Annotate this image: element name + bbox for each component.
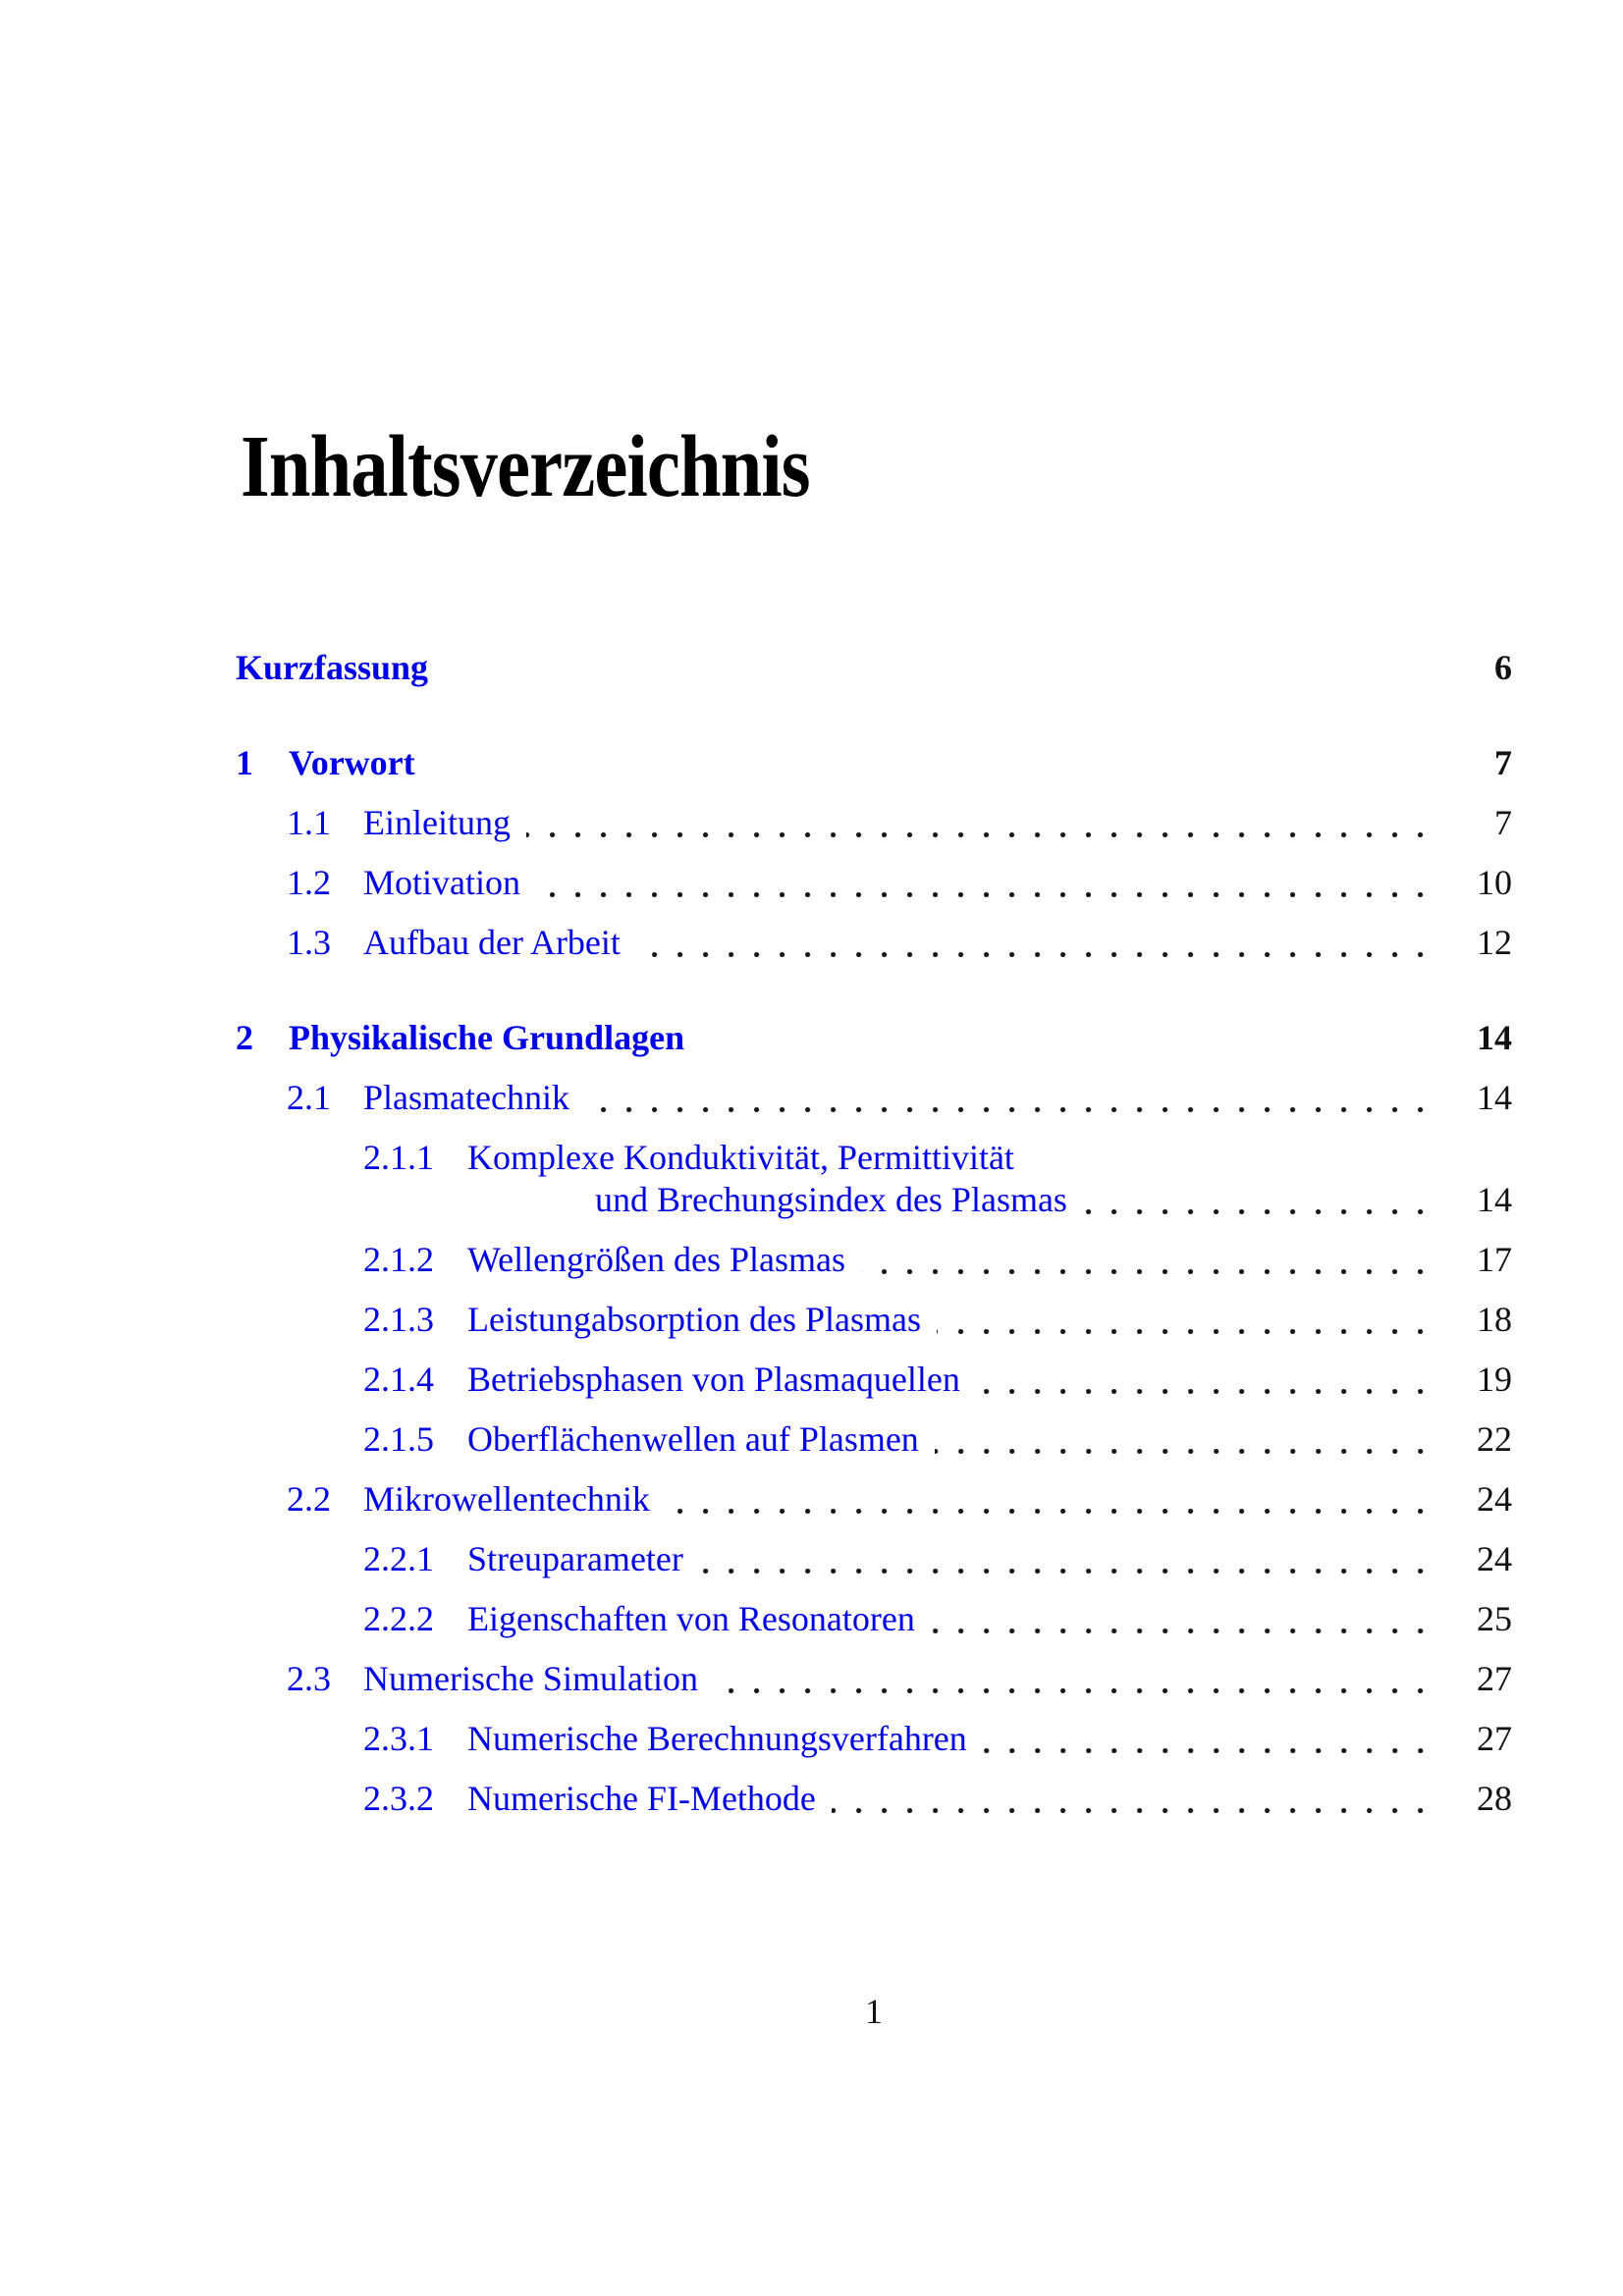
toc-entry-2-3[interactable] (236, 1658, 1512, 1700)
toc-entry-2-2[interactable] (236, 1478, 1512, 1521)
toc-dot-leader (636, 952, 1443, 957)
toc-dot-leader (536, 892, 1443, 897)
toc-entry-label[interactable]: Betriebsphasen von Plasmaquellen (467, 1360, 960, 1399)
toc-entry-page: 10 (1477, 863, 1512, 902)
toc-entry-page: 25 (1477, 1599, 1512, 1638)
toc-dot-leader (526, 832, 1443, 837)
toc-entry-number[interactable]: 2.2.1 (363, 1539, 434, 1578)
toc-entry-2-1-4[interactable] (236, 1359, 1512, 1401)
toc-entry-2-3-1[interactable] (236, 1718, 1512, 1760)
toc-dot-leader (931, 1629, 1443, 1633)
toc-entry-label[interactable]: Plasmatechnik (363, 1078, 569, 1117)
toc-entry-label[interactable]: Numerische Berechnungsverfahren (467, 1719, 967, 1758)
toc-entry-page: 14 (1477, 1180, 1512, 1219)
toc-dot-leader (935, 1449, 1443, 1454)
toc-dot-leader (666, 1509, 1443, 1514)
toc-entry-label[interactable]: Aufbau der Arbeit (363, 923, 621, 962)
toc-entry-2-2-1[interactable] (236, 1538, 1512, 1580)
toc-entry-2-1-1[interactable] (236, 1137, 1512, 1221)
page-title: Inhaltsverzeichnis (241, 418, 810, 515)
toc-entry-page: 19 (1477, 1360, 1512, 1399)
toc-entry-page: 17 (1477, 1240, 1512, 1279)
toc-entry-label[interactable]: Einleitung (363, 803, 511, 842)
toc-dot-leader (937, 1329, 1443, 1334)
toc-entry-kurzfassung[interactable] (236, 647, 1512, 689)
toc-dot-leader (1083, 1209, 1443, 1214)
toc-dot-leader (832, 1808, 1443, 1813)
toc-entry-page: 22 (1477, 1419, 1512, 1459)
toc-entry-label[interactable]: Oberflächenwellen auf Plasmen (467, 1419, 919, 1459)
toc-entry-page: 24 (1477, 1539, 1512, 1578)
toc-entry-line1 (236, 1137, 1512, 1179)
toc-entry-page: 27 (1477, 1659, 1512, 1698)
toc-entry-line2 (236, 1179, 1512, 1221)
toc-entry-number[interactable]: 2.2 (287, 1479, 331, 1519)
toc-entry-label[interactable]: Kurzfassung (236, 648, 429, 687)
toc-entry-label[interactable]: Eigenschaften von Resonatoren (467, 1599, 915, 1638)
toc-entry-2-1-2[interactable] (236, 1239, 1512, 1281)
toc-entry-number[interactable]: 1.2 (287, 863, 331, 902)
toc-dot-leader (976, 1389, 1443, 1394)
toc-entry-label[interactable]: Numerische Simulation (363, 1659, 698, 1698)
toc-entry-number[interactable]: 2.1.3 (363, 1300, 434, 1339)
toc-entry-label[interactable]: Streuparameter (467, 1539, 683, 1578)
toc-entry-page: 6 (1494, 648, 1512, 687)
toc-entry-number[interactable]: 1.1 (287, 803, 331, 842)
toc-entry-number[interactable]: 2.3.2 (363, 1779, 434, 1818)
toc-entry-number[interactable]: 1.3 (287, 923, 331, 962)
toc-entry-number[interactable]: 2.1.1 (363, 1138, 434, 1177)
toc-dot-leader (585, 1107, 1443, 1112)
toc-entry-number[interactable]: 2 (236, 1018, 253, 1057)
toc-entry-page: 27 (1477, 1719, 1512, 1758)
toc-entry-number[interactable]: 2.3.1 (363, 1719, 434, 1758)
toc-entry-number[interactable]: 2.1.2 (363, 1240, 434, 1279)
toc-entry-number[interactable]: 2.1.4 (363, 1360, 434, 1399)
toc-dot-leader (861, 1269, 1443, 1274)
toc-entry-label[interactable]: Numerische FI-Methode (467, 1779, 816, 1818)
toc-entry-page: 7 (1494, 743, 1512, 782)
toc-entry-label[interactable]: Wellengrößen des Plasmas (467, 1240, 846, 1279)
toc-entry-1[interactable] (236, 742, 1512, 784)
toc-entry-page: 14 (1477, 1018, 1512, 1057)
toc-entry-2-3-2[interactable] (236, 1778, 1512, 1820)
toc-entry-1-2[interactable] (236, 862, 1512, 904)
toc-entry-page: 28 (1477, 1779, 1512, 1818)
toc-entry-number[interactable]: 2.3 (287, 1659, 331, 1698)
toc-entry-2-1[interactable] (236, 1077, 1512, 1119)
toc-entry-2[interactable] (236, 1017, 1512, 1059)
toc-entry-page: 18 (1477, 1300, 1512, 1339)
toc-entry-2-1-5[interactable] (236, 1418, 1512, 1461)
toc-dot-leader (714, 1688, 1443, 1693)
toc-entry-2-2-2[interactable] (236, 1598, 1512, 1640)
toc-entry-page: 7 (1494, 803, 1512, 842)
toc-entry-label[interactable]: Komplexe Konduktivität, Permittivität (467, 1138, 1014, 1177)
toc-entry-label[interactable]: Motivation (363, 863, 520, 902)
toc-entry-number[interactable]: 1 (236, 743, 253, 782)
toc-entry-page: 14 (1477, 1078, 1512, 1117)
toc-entry-number[interactable]: 2.1 (287, 1078, 331, 1117)
footer-page-number: 1 (865, 1992, 883, 2031)
toc-entry-number[interactable]: 2.2.2 (363, 1599, 434, 1638)
toc-entry-page: 24 (1477, 1479, 1512, 1519)
toc-entry-number[interactable]: 2.1.5 (363, 1419, 434, 1459)
toc-entry-label[interactable]: Mikrowellentechnik (363, 1479, 650, 1519)
toc-dot-leader (699, 1569, 1443, 1574)
toc-entry-1-3[interactable] (236, 922, 1512, 964)
toc-entry-1-1[interactable] (236, 802, 1512, 844)
toc-entry-label[interactable]: Physikalische Grundlagen (289, 1018, 685, 1057)
toc-list (236, 647, 1512, 1838)
toc-entry-label[interactable]: Vorwort (289, 743, 415, 782)
toc-entry-label[interactable]: Leistungabsorption des Plasmas (467, 1300, 921, 1339)
toc-entry-page: 12 (1477, 923, 1512, 962)
toc-dot-leader (983, 1748, 1443, 1753)
toc-entry-2-1-3[interactable] (236, 1299, 1512, 1341)
toc-entry-label[interactable]: und Brechungsindex des Plasmas (595, 1180, 1067, 1219)
